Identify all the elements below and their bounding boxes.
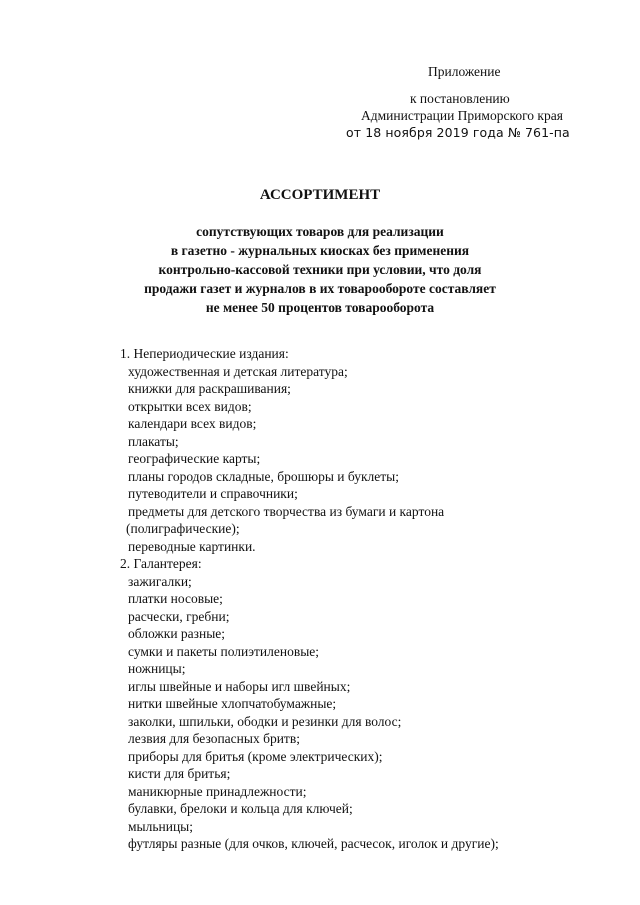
list-item: открытки всех видов; [128, 398, 252, 414]
subtitle-line: сопутствующих товаров для реализации [196, 224, 444, 239]
list-item: сумки и пакеты полиэтиленовые; [128, 643, 320, 659]
section-heading: 1. Непериодические издания: [120, 346, 289, 361]
list-item: ножницы; [128, 661, 186, 676]
list-item: приборы для бритья (кроме электрических); [128, 748, 383, 764]
subtitle-line: продажи газет и журналов в их товарообороте составляет [144, 281, 496, 296]
document-title: АССОРТИМЕНТ [259, 187, 381, 203]
section-heading: 2. Галантерея: [120, 556, 202, 571]
list-item: календари всех видов; [128, 416, 257, 431]
list-item: маникюрные принадлежности; [128, 783, 307, 799]
list-item: предметы для детского творчества из бумаги и картона [128, 503, 445, 519]
subtitle-line: контрольно-кассовой техники при условии, что доля [158, 262, 482, 277]
list-item: переводные картинки. [128, 538, 256, 554]
administration-label: Администрации Приморского края [361, 108, 563, 123]
list-item: зажигалки; [128, 573, 192, 589]
resolution-label: к постановлению [410, 91, 510, 106]
appendix-label: Приложение [428, 64, 501, 79]
list-item: путеводители и справочники; [128, 486, 298, 501]
list-item: заколки, шпильки, ободки и резинки для волос; [128, 713, 402, 729]
list-item: географические карты; [128, 451, 261, 466]
document-subtitle [0, 222, 640, 317]
list-item: планы городов складные, брошюры и буклеты; [128, 468, 399, 484]
list-item: мыльницы; [128, 818, 194, 834]
subtitle-line: в газетно - журнальных киосках без применения [170, 243, 470, 258]
list-item: (полиграфические); [126, 521, 240, 536]
list-item: плакаты; [128, 433, 179, 449]
assortment-list [120, 345, 499, 853]
list-item: иглы швейные и наборы игл швейных; [128, 678, 351, 694]
list-item: лезвия для безопасных бритв; [128, 731, 300, 746]
list-item: кисти для бритья; [128, 766, 231, 781]
list-item: платки носовые; [128, 591, 223, 606]
subtitle-line: не менее 50 процентов товарооборота [205, 300, 435, 315]
date-number-stamp: от 18 ноября 2019 года № 761-па [346, 125, 570, 140]
list-item: футляры разные (для очков, ключей, расчесок, иголок и другие); [128, 836, 499, 851]
list-item: расчески, гребни; [128, 608, 230, 624]
list-item: нитки швейные хлопчатобумажные; [128, 696, 337, 711]
list-item: обложки разные; [128, 626, 226, 641]
list-item: художественная и детская литература; [128, 363, 348, 379]
list-item: булавки, брелоки и кольца для ключей; [128, 801, 353, 816]
list-item: книжки для раскрашивания; [128, 381, 291, 396]
